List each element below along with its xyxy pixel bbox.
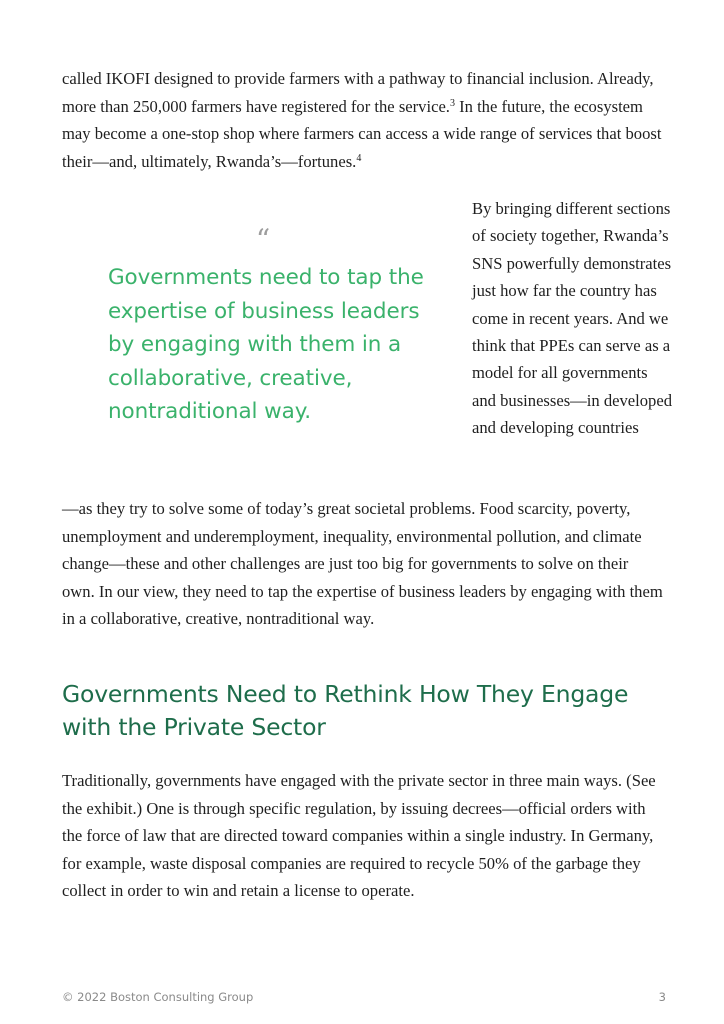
footer-copyright: © 2022 Boston Consulting Group bbox=[62, 990, 254, 1004]
footnote-ref[interactable]: 3 bbox=[449, 97, 455, 109]
quote-mark-icon: “ bbox=[255, 223, 271, 256]
page-number: 3 bbox=[658, 990, 666, 1004]
pull-quote-text: Governments need to tap the expertise of business leaders by engaging with them in a collaborative, creative, nontraditional way. bbox=[108, 265, 424, 424]
body-paragraph bbox=[62, 65, 664, 175]
paragraph-text: called IKOFI designed to provide farmers with a pathway to financial inclusion. Already, more than 250,000 farmers have registered for the service. bbox=[62, 69, 654, 116]
body-paragraph: Traditionally, governments have engaged with the private sector in three main ways. (See the exhibit.) One is through specific regulation, by issuing decrees—official orders with the force of law that are directed toward companies within a single industry. In Germany, for example, waste disposal companies are required to recycle 50% of the garbage they collect in order to win and retain a license to operate. bbox=[62, 771, 656, 901]
body-paragraph: —as they try to solve some of today’s great societal problems. Food scarcity, poverty, unemployment and underemployment, inequality, environmental pollution, and climate change—these and other challenges are just too big for governments to solve on their own. In our view, they need to tap the expertise of business leaders by engaging with them in a collaborative, creative, nontraditional way. bbox=[62, 499, 663, 629]
section-heading: Governments Need to Rethink How They Engage with the Private Sector bbox=[62, 680, 629, 741]
pull-quote bbox=[108, 225, 438, 429]
side-column-paragraph: By bringing different sections of society together, Rwanda’s SNS powerfully demonstrates just how far the country has come in recent years. And we think that PPEs can serve as a model for all governments and businesses—in developed and developing countries bbox=[472, 199, 673, 438]
paragraph-text: In the future, the ecosystem may become a one-stop shop where farmers can access a wide range of services that boost their—and, ultimately, Rwanda’s—fortunes. bbox=[62, 96, 662, 171]
footnote-ref[interactable]: 4 bbox=[356, 152, 362, 164]
